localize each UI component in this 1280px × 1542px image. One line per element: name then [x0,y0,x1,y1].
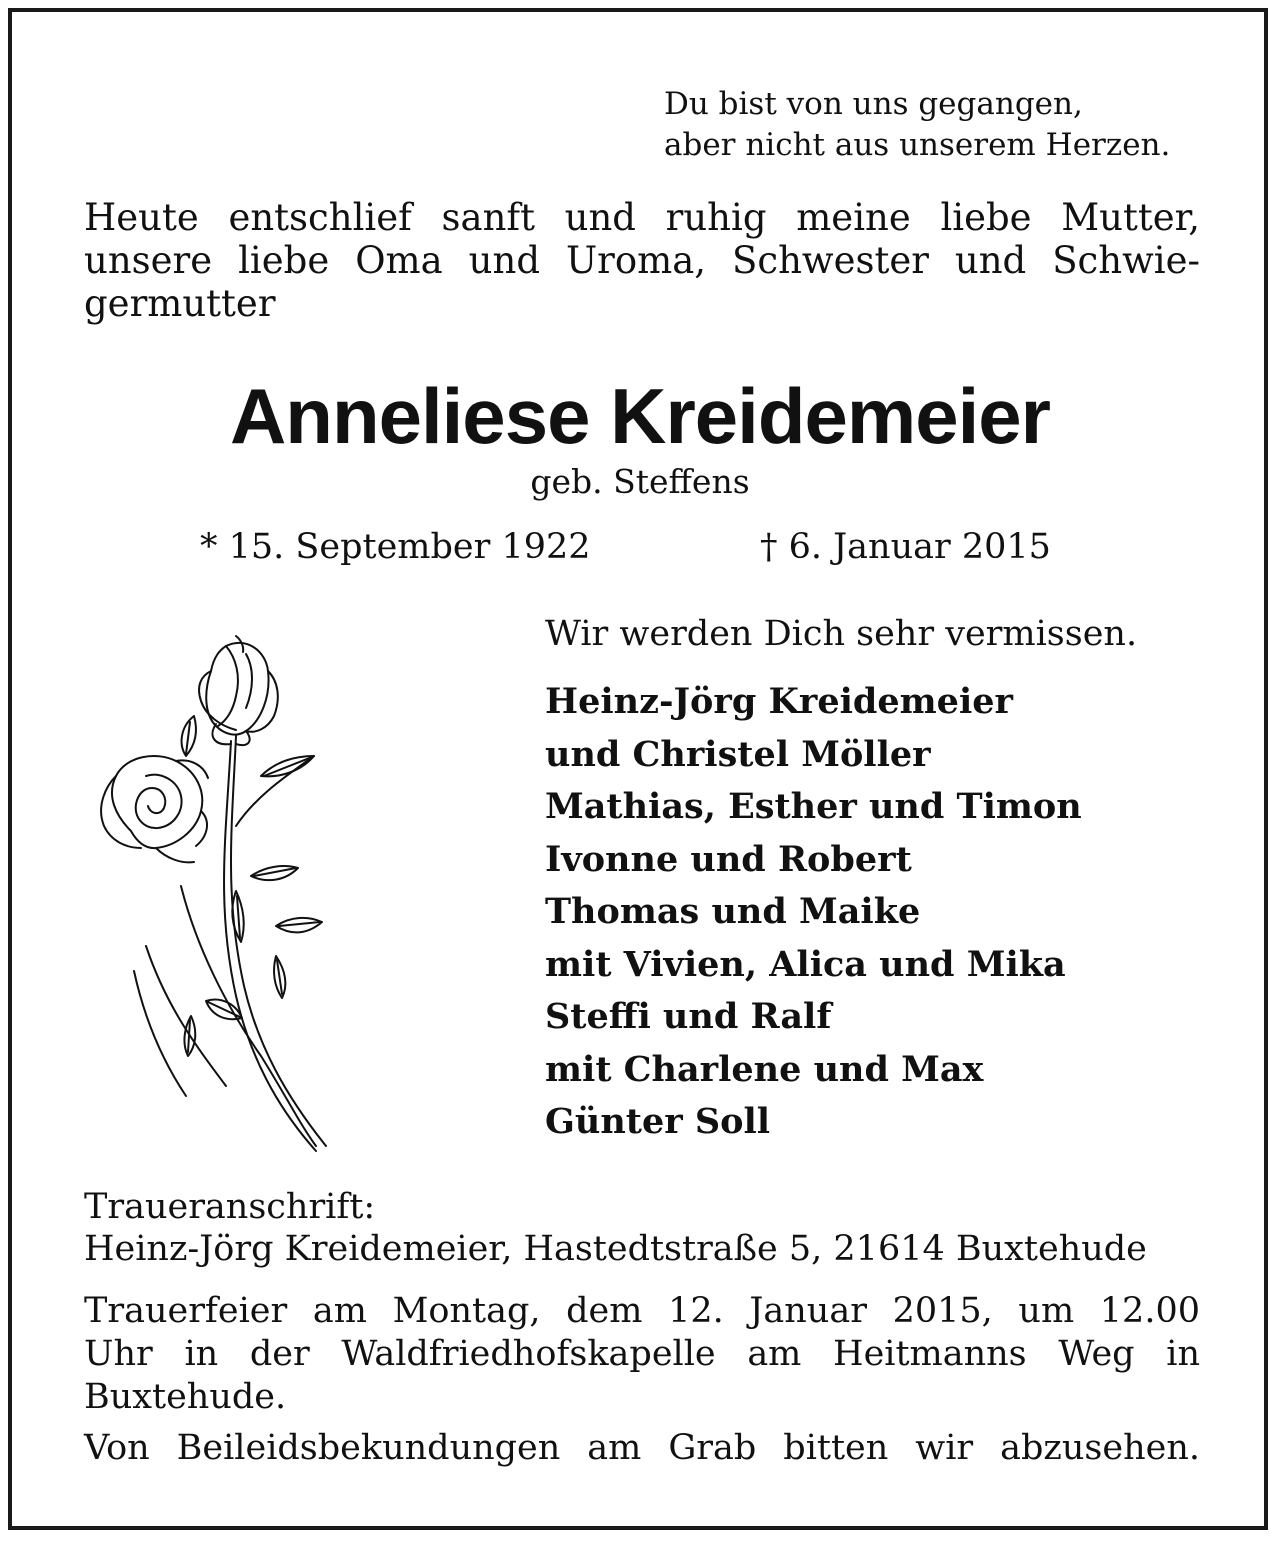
mourning-address [84,1186,1147,1270]
mourner-name: Günter Soll [545,1101,771,1142]
service-line: Buxtehude. [84,1377,287,1417]
death-date: † 6. Januar 2015 [760,527,1051,567]
condolences-note: Von Beileidsbekundungen am Grab bitten wir abzusehen. [84,1428,1200,1468]
motto-quote [664,84,1170,166]
motto-line: aber nicht aus unserem Herzen. [664,127,1171,163]
intro-line: unsere liebe Oma und Uroma, Schwester und Schwie- [84,239,1200,282]
address-text: Heinz-Jörg Kreidemeier, Hastedtstraße 5, 21614 Buxtehude [84,1229,1147,1269]
mourner-name: mit Vivien, Alica und Mika [545,943,1066,985]
mourner-name: Ivonne und Robert [545,838,912,880]
birth-date: * 15. September 1922 [200,527,591,567]
address-label: Traueranschrift: [84,1187,376,1227]
service-line: Trauerfeier am Montag, dem 12. Januar 2015, um 12.00 [84,1291,1200,1331]
mourner-name: mit Charlene und Max [545,1048,984,1090]
rose-illustration-icon [86,626,336,1156]
mourner-name: und Christel Möller [545,733,931,775]
deceased-name: Anneliese Kreidemeier [229,372,1051,460]
mourner-name: Steffi und Ralf [545,996,832,1037]
family-message: Wir werden Dich sehr vermissen. [545,614,1138,654]
funeral-service-info [84,1290,1200,1419]
mourner-name: Mathias, Esther und Timon [545,786,1082,827]
intro-line: Heute entschlief sanft und ruhig meine liebe Mutter, [84,196,1200,239]
mourners-list [545,676,1082,1149]
motto-line: Du bist von uns gegangen, [664,86,1083,122]
mourner-name: Thomas und Maike [545,891,921,932]
mourner-name: Heinz-Jörg Kreidemeier [545,681,1013,722]
intro-line: germutter [84,282,276,325]
intro-text [84,196,1200,325]
maiden-name: geb. Steffens [530,462,750,501]
service-line: Uhr in der Waldfriedhofskapelle am Heitmanns Weg in [84,1334,1200,1374]
